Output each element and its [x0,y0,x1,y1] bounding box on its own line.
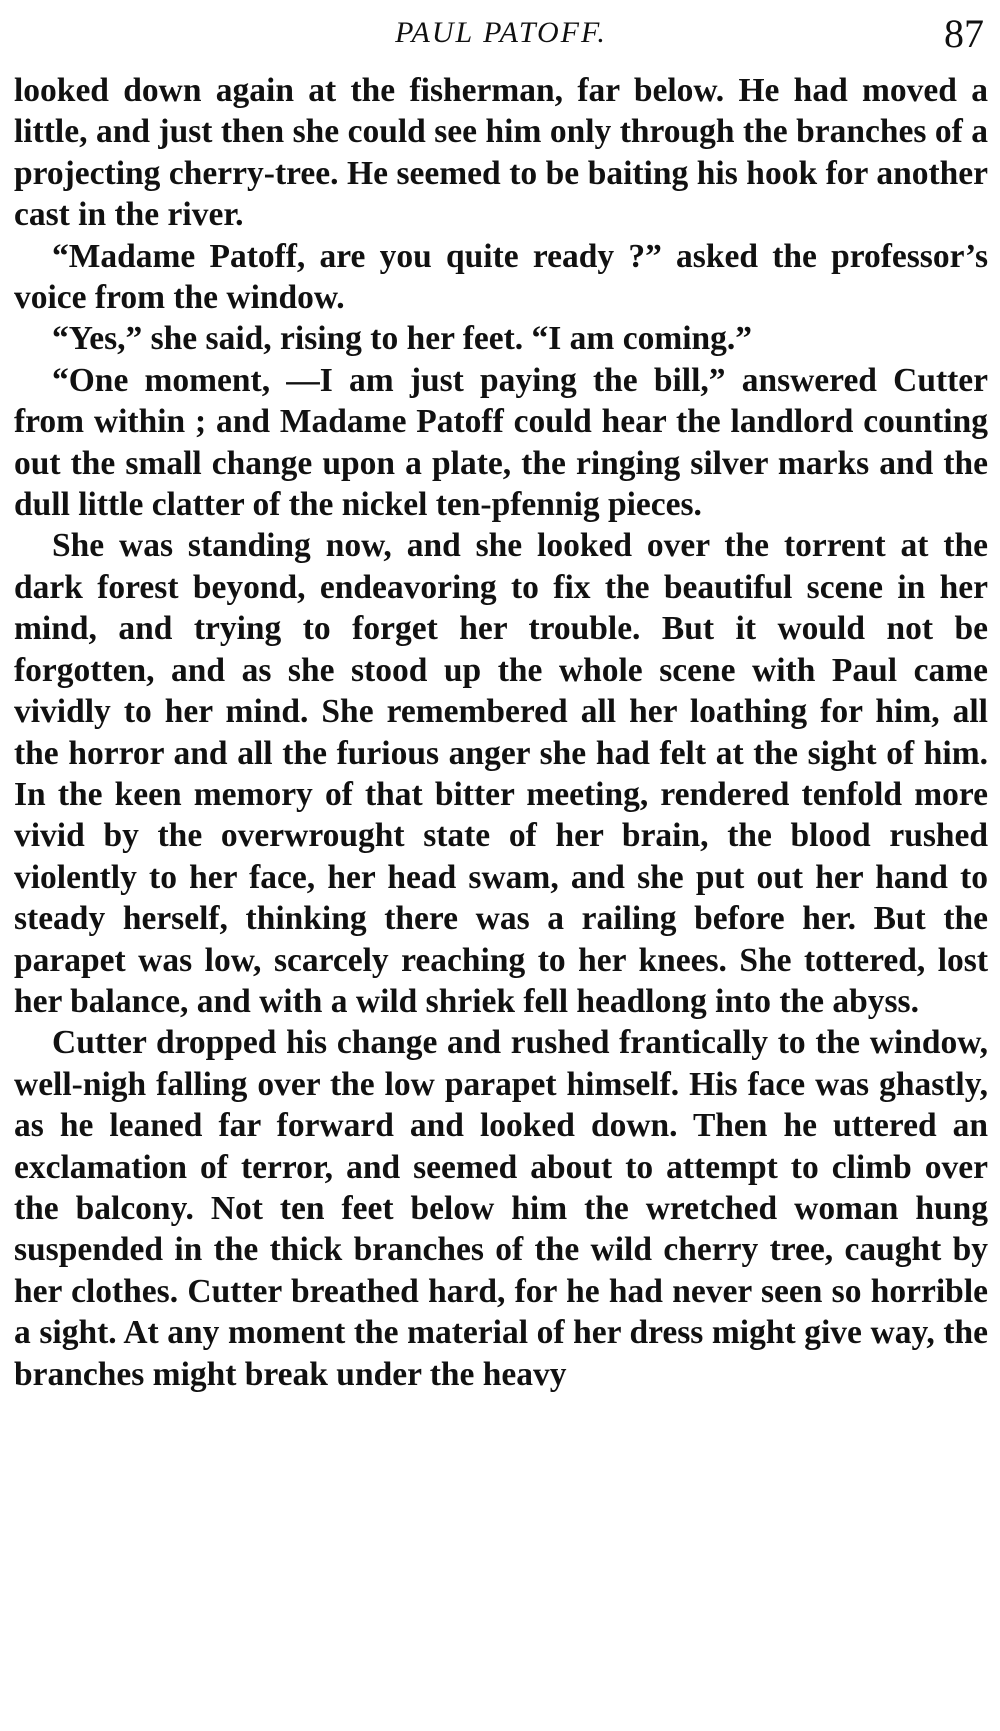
paragraph: “Madame Patoff, are you quite ready ?” asked the professor’s voice from the window. [14,237,988,317]
running-head [14,10,988,66]
paragraph: “Yes,” she said, rising to her feet. “I am coming.” [52,320,753,358]
page-number: 87 [944,11,984,56]
body-text [14,70,988,1395]
paragraph: “One moment, —I am just paying the bill,” answered Cutter from within ; and Madame Patoff could hear the landlord counting out the small change upon a plate, the ringing silver marks and the dull little clatter of the nickel ten-pfennig pieces. [14,361,988,524]
paragraph: Cutter dropped his change and rushed frantically to the window, well-nigh falling over the low parapet himself. His face was ghastly, as he leaned far forward and looked down. Then he uttered an exclamation of terror, and seemed about to attempt to climb over the balcony. Not ten feet below him the wretched woman hung suspended in the thick branches of the wild cherry tree, caught by her clothes. Cutter breathed hard, for he had never seen so horrible a sight. At any moment the material of her dress might give way, the branches might break under the heavy [14,1024,988,1393]
paragraph: She was standing now, and she looked over the torrent at the dark forest beyond, endeavoring to fix the beautiful scene in her mind, and trying to forget her trouble. But it would not be forgotten, and as she stood up the whole scene with Paul came vividly to her mind. She remembered all her loathing for him, all the horror and all the furious anger she had felt at the sight of him. In the keen memory of that bitter meeting, rendered tenfold more vivid by the overwrought state of her brain, the blood rushed violently to her face, her head swam, and she put out her hand to steady herself, thinking there was a railing before her. But the parapet was low, scarcely reaching to her knees. She tottered, lost her balance, and with a wild shriek fell headlong into the abyss. [14,527,988,1020]
paragraph: looked down again at the fisherman, far below. He had moved a little, and just then she could see him only through the branches of a projecting cherry-tree. He seemed to be baiting his hook for another cast in the river. [14,72,988,234]
running-title: PAUL PATOFF. [395,16,607,49]
